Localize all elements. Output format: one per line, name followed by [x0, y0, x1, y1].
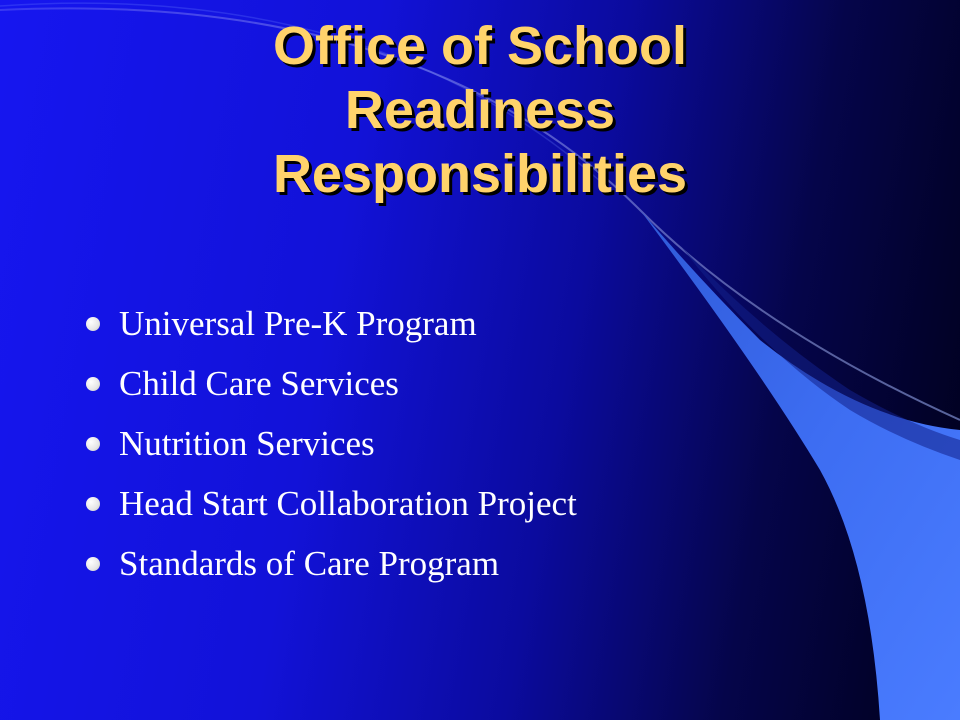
- bullet-text: Head Start Collaboration Project: [119, 484, 577, 523]
- bullet-dot-icon: [86, 497, 100, 511]
- list-item: [86, 358, 577, 418]
- bullet-text: Nutrition Services: [119, 424, 375, 463]
- list-item: [86, 298, 577, 358]
- list-item: [86, 478, 577, 538]
- list-item: [86, 538, 577, 598]
- bullet-text: Standards of Care Program: [119, 544, 500, 583]
- bullet-dot-icon: [86, 437, 100, 451]
- slide-title: [180, 14, 780, 206]
- title-line-3: Responsibilities: [272, 144, 688, 204]
- bullet-text: Universal Pre-K Program: [119, 304, 477, 343]
- bullet-list: [86, 298, 577, 598]
- bullet-dot-icon: [86, 317, 100, 331]
- list-item: [86, 418, 577, 478]
- bullet-dot-icon: [86, 377, 100, 391]
- title-line-1: Office of School: [272, 16, 688, 76]
- title-line-2: Readiness: [344, 80, 616, 140]
- bullet-text: Child Care Services: [119, 364, 399, 403]
- bullet-dot-icon: [86, 557, 100, 571]
